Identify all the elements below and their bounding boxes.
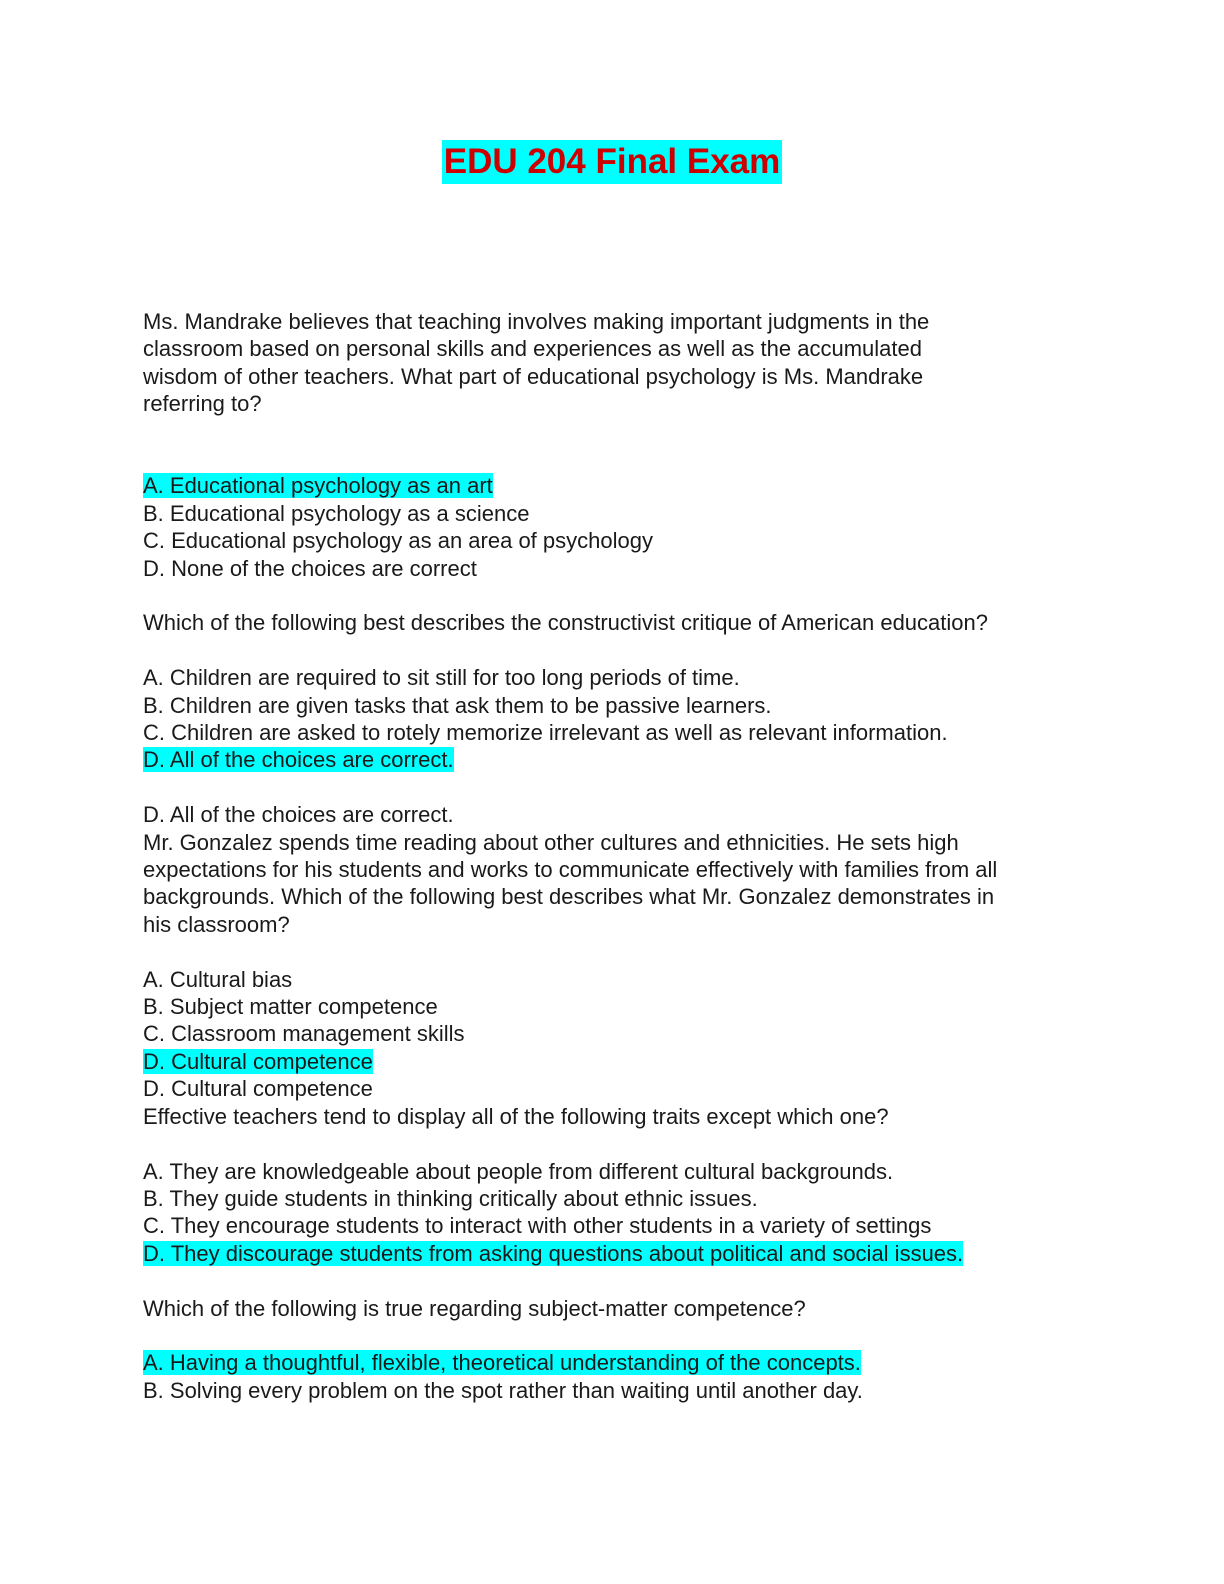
question-3-option-d-highlighted: D. Cultural competence: [143, 1048, 373, 1074]
question-4-option-c: C. They encourage students to interact with other students in a variety of settings: [143, 1213, 932, 1239]
question-3-option-c: C. Classroom management skills: [143, 1021, 465, 1047]
page-title: EDU 204 Final Exam: [442, 140, 783, 184]
question-3: [143, 829, 1083, 1103]
question-5-option-a-highlighted: A. Having a thoughtful, flexible, theoretical understanding of the concepts.: [143, 1350, 861, 1376]
question-4-option-b: B. They guide students in thinking critically about ethnic issues.: [143, 1185, 758, 1211]
question-1: [143, 308, 1083, 582]
question-1-stem-line: wisdom of other teachers. What part of educational psychology is Ms. Mandrake: [143, 363, 924, 389]
question-1-stem-line: Ms. Mandrake believes that teaching involves making important judgments in the: [143, 309, 930, 334]
question-3-stem-line: his classroom?: [143, 911, 290, 937]
question-4-option-a: A. They are knowledgeable about people from different cultural backgrounds.: [143, 1158, 894, 1184]
question-1-option-b: B. Educational psychology as a science: [143, 500, 530, 526]
question-1-option-d: D. None of the choices are correct: [143, 555, 477, 581]
question-1-stem-line: referring to?: [143, 391, 262, 417]
title-container: [0, 140, 1224, 184]
question-3-option-b: B. Subject matter competence: [143, 994, 438, 1020]
question-2-stem: Which of the following best describes the constructivist critique of American education?: [143, 610, 988, 636]
question-3-stem-line: backgrounds. Which of the following best describes what Mr. Gonzalez demonstrates in: [143, 884, 995, 910]
question-1-option-a-highlighted: A. Educational psychology as an art: [143, 473, 493, 499]
question-2-option-c: C. Children are asked to rotely memorize irrelevant as well as relevant information.: [143, 720, 948, 746]
question-3-stem-line: expectations for his students and works to communicate effectively with families from all: [143, 857, 998, 883]
question-4-stem: Effective teachers tend to display all of the following traits except which one?: [143, 1103, 889, 1129]
question-3-answer: D. Cultural competence: [143, 1076, 373, 1102]
question-4-option-d-highlighted: D. They discourage students from asking questions about political and social issues.: [143, 1240, 964, 1266]
question-3-option-a: A. Cultural bias: [143, 966, 293, 992]
question-1-stem-line: classroom based on personal skills and experiences as well as the accumulated: [143, 336, 922, 362]
question-5-option-b: B. Solving every problem on the spot rather than waiting until another day.: [143, 1377, 863, 1403]
question-2-option-d-highlighted: D. All of the choices are correct.: [143, 747, 454, 773]
question-2-option-a: A. Children are required to sit still for too long periods of time.: [143, 665, 740, 691]
question-3-stem-line: Mr. Gonzalez spends time reading about other cultures and ethnicities. He sets high: [143, 829, 959, 855]
question-2-answer: D. All of the choices are correct.: [143, 802, 454, 828]
question-5-stem: Which of the following is true regarding subject-matter competence?: [143, 1295, 806, 1321]
question-5: [143, 1295, 1083, 1405]
question-1-option-c: C. Educational psychology as an area of psychology: [143, 528, 653, 554]
question-4: [143, 1103, 1083, 1267]
exam-body: [143, 308, 1083, 1404]
question-2: [143, 609, 1083, 828]
question-2-option-b: B. Children are given tasks that ask them to be passive learners.: [143, 692, 772, 718]
